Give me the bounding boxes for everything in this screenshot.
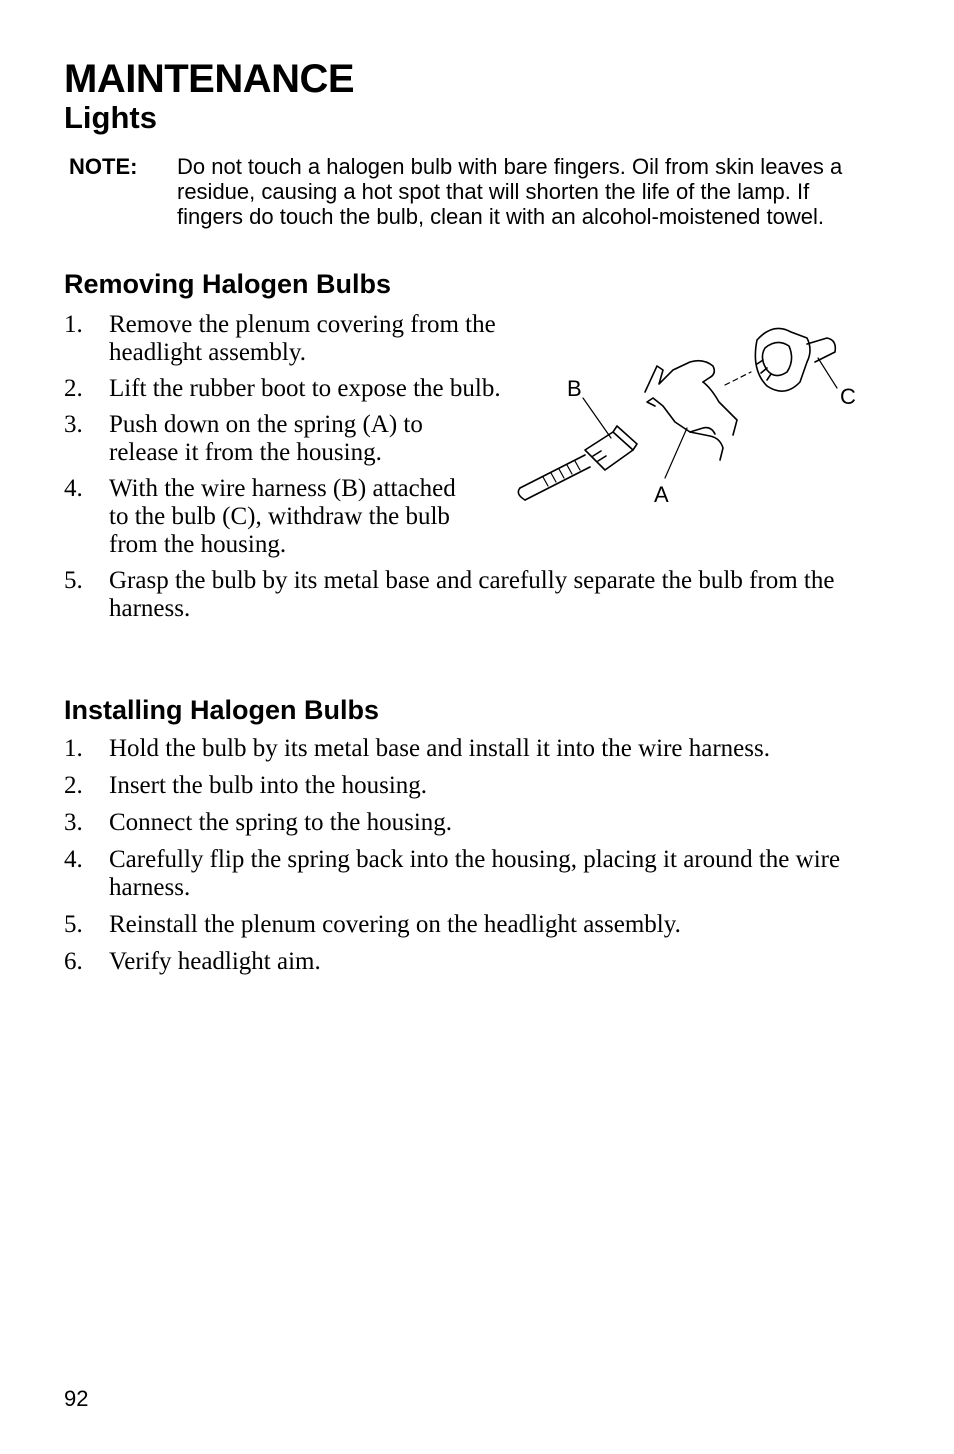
step-number: 6. bbox=[64, 948, 83, 975]
subsection-title: Lights bbox=[64, 100, 157, 135]
harness-cable-end bbox=[518, 488, 525, 500]
step-number: 3. bbox=[64, 411, 83, 438]
list-item bbox=[64, 911, 864, 939]
step-text: Insert the bulb into the housing. bbox=[109, 772, 428, 799]
list-item bbox=[64, 809, 864, 837]
list-item bbox=[64, 772, 864, 800]
step-text: Connect the spring to the housing. bbox=[109, 809, 453, 836]
section-title: MAINTENANCE bbox=[64, 57, 355, 101]
step-number: 2. bbox=[64, 772, 83, 799]
step-text: Verify headlight aim. bbox=[109, 948, 321, 975]
list-item bbox=[64, 411, 459, 467]
removing-heading: Removing Halogen Bulbs bbox=[64, 269, 392, 299]
step-number: 2. bbox=[64, 375, 83, 402]
step-number: 4. bbox=[64, 846, 83, 873]
halogen-bulb-diagram bbox=[515, 310, 875, 520]
harness-connector bbox=[585, 432, 633, 470]
list-item bbox=[64, 475, 459, 559]
step-text: Reinstall the plenum covering on the headlight assembly. bbox=[109, 911, 681, 938]
step-number: 1. bbox=[64, 735, 83, 762]
step-text: Remove the plenum covering from the headlight assembly. bbox=[109, 311, 496, 366]
step-text: Carefully flip the spring back into the housing, placing it around the wire harness. bbox=[109, 846, 841, 901]
installing-steps-list bbox=[64, 735, 864, 985]
list-item bbox=[64, 567, 844, 623]
bulb-glass bbox=[807, 338, 835, 362]
note-text: Do not touch a halogen bulb with bare fingers. Oil from skin leaves a residue, causing a hot spot that will shorten the life of the lamp. If fingers do touch the bulb, clean it with an alcohol-moistened towel. bbox=[177, 154, 843, 229]
leader-line-b bbox=[583, 398, 611, 438]
installing-heading: Installing Halogen Bulbs bbox=[64, 695, 380, 725]
harness-cable bbox=[520, 455, 590, 500]
list-item bbox=[64, 375, 509, 403]
step-text: Push down on the spring (A) to release it from the housing. bbox=[109, 411, 423, 466]
step-text: Grasp the bulb by its metal base and carefully separate the bulb from the harness. bbox=[109, 567, 835, 622]
note-label: NOTE: bbox=[69, 154, 138, 179]
leader-line-c bbox=[818, 358, 837, 388]
label-a: A bbox=[654, 482, 669, 507]
step-number: 1. bbox=[64, 311, 83, 338]
step-text: Lift the rubber boot to expose the bulb. bbox=[109, 375, 501, 402]
label-b: B bbox=[567, 376, 582, 401]
list-item bbox=[64, 311, 509, 367]
leader-line-a bbox=[665, 428, 687, 478]
step-text: Hold the bulb by its metal base and install it into the wire harness. bbox=[109, 735, 770, 762]
step-number: 5. bbox=[64, 567, 83, 594]
list-item bbox=[64, 735, 864, 763]
list-item bbox=[64, 846, 849, 902]
step-number: 5. bbox=[64, 911, 83, 938]
step-number: 4. bbox=[64, 475, 83, 502]
label-c: C bbox=[840, 384, 856, 409]
page-number: 92 bbox=[64, 1386, 89, 1411]
step-number: 3. bbox=[64, 809, 83, 836]
list-item bbox=[64, 948, 864, 976]
step-text: With the wire harness (B) attached to the bulb (C), withdraw the bulb from the housing. bbox=[109, 475, 456, 558]
